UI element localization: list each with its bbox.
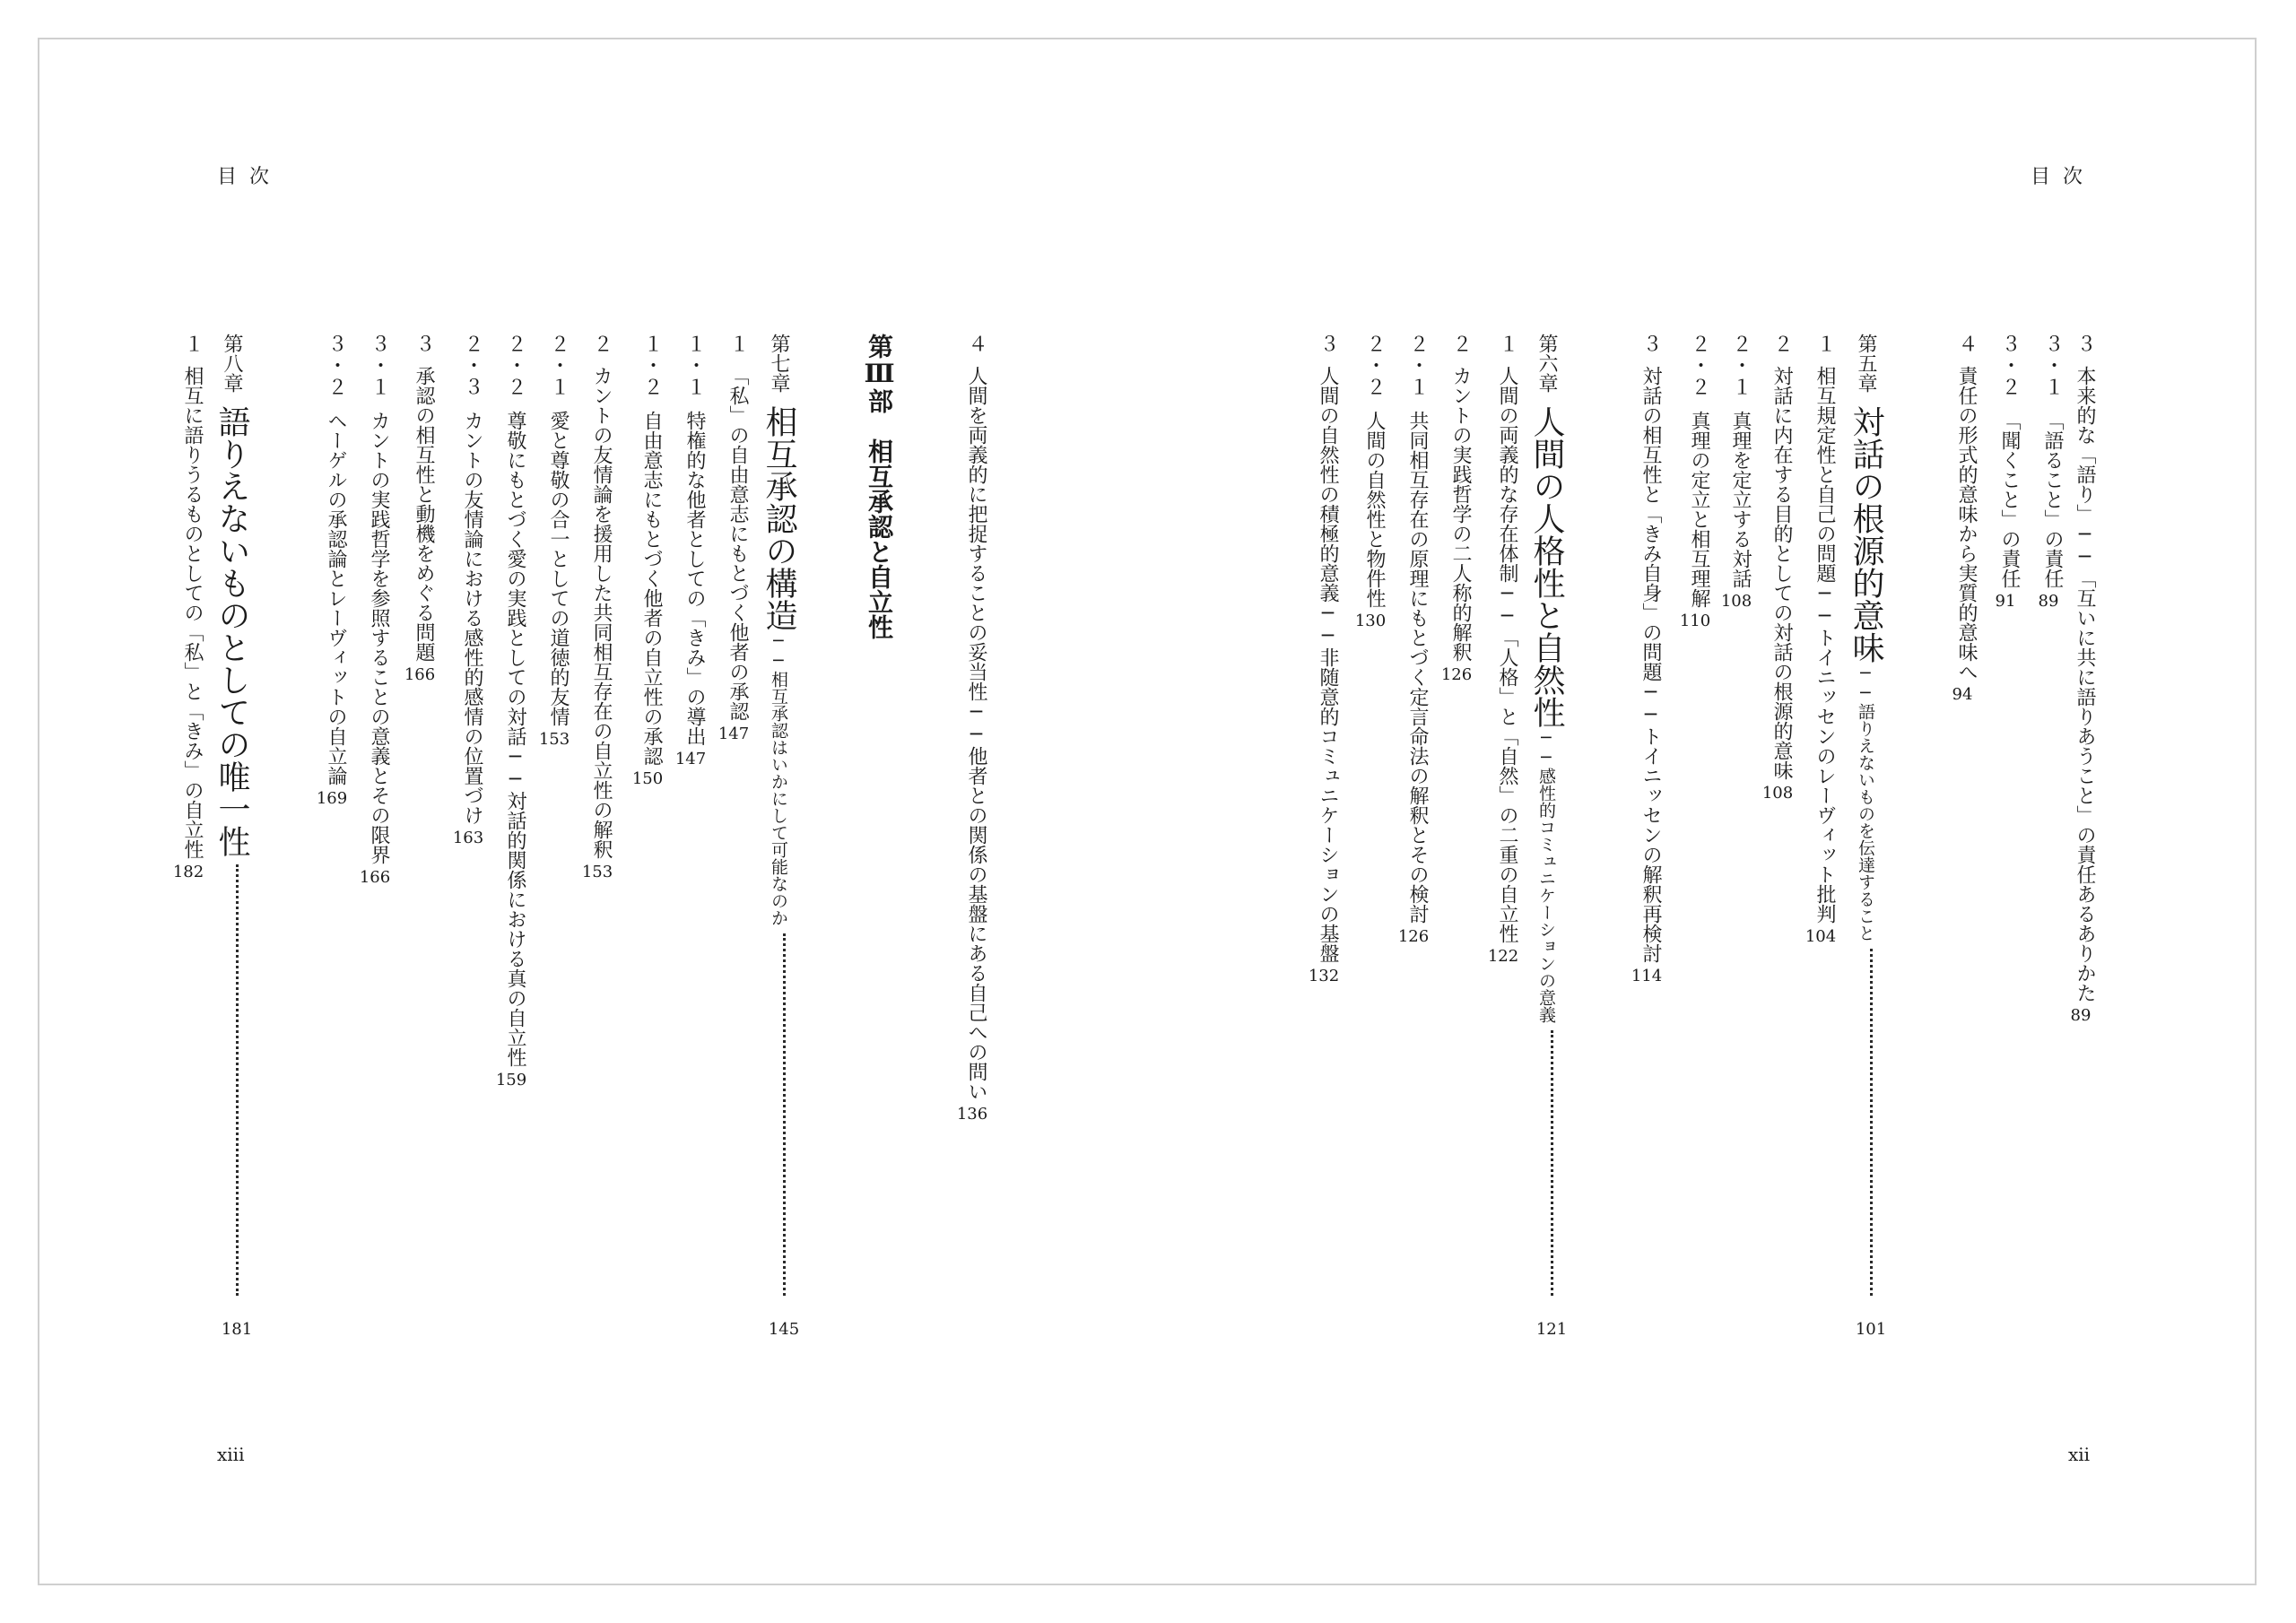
toc-entry-title: 真理を定立する対話 (1729, 411, 1752, 588)
toc-page-number: 126 (1397, 927, 1430, 946)
toc-entry-title: ヘーゲルの承認論とレーヴィットの自立論 (325, 411, 347, 785)
part-title: 第Ⅲ部 相互承認と自立性 (865, 334, 894, 639)
chapter-subtitle: ──語りえないものを伝達すること (1856, 664, 1875, 942)
toc-entry-title: 「語ること」の責任 (2041, 411, 2064, 588)
toc-entry-sub (630, 334, 665, 788)
toc-entry-title: 尊敬にもとづく愛の実践としての対話──対話的関係における真の自立性 (504, 411, 526, 1067)
toc-entry-title: カントの実践哲学を参照することの意義とその限界 (368, 411, 390, 864)
toc-entry-number: ３ (1639, 334, 1662, 353)
toc-entry-number: １ (181, 334, 204, 353)
toc-page-number: 101 (1855, 1320, 1887, 1339)
toc-entry-number: ２・２ (504, 334, 526, 398)
toc-entry-number: ２・１ (1729, 334, 1752, 398)
toc-page-number: 182 (172, 863, 204, 881)
toc-entry-sub (1677, 334, 1713, 630)
toc-page-number: 108 (1761, 784, 1794, 803)
toc-entry-number: １・１ (683, 334, 706, 398)
toc-page-number: 136 (956, 1105, 988, 1124)
toc-page-number: 110 (1679, 612, 1711, 630)
toc-page-number: 163 (452, 829, 484, 847)
right-running-header: 目次 (2031, 166, 2096, 188)
toc-page-number: 153 (581, 863, 613, 881)
toc-entry-chapter (761, 334, 802, 1339)
toc-page-number: 94 (1952, 685, 1973, 704)
toc-entry-title: 承認の相互性と動機をめぐる問題 (413, 366, 435, 662)
left-running-header: 目次 (217, 166, 283, 188)
toc-page-number: 126 (1440, 665, 1473, 684)
toc-entry-title: 「私」の自由意志にもとづく他者の承認 (726, 366, 749, 721)
toc-entry-title: 相互に語りうるものとしての「私」と「きみ」の自立性 (181, 366, 204, 859)
toc-entry-title: 人間の両義的な存在体制──「人格」と「自然」の二重の自立性 (1496, 366, 1518, 943)
toc-page-number: 121 (1535, 1320, 1568, 1339)
toc-page-number: 104 (1805, 927, 1837, 946)
toc-entry-section (716, 334, 752, 743)
leader-dots (1870, 949, 1873, 1296)
toc-entry-number: １・２ (640, 334, 663, 398)
toc-page-number: 122 (1487, 947, 1519, 966)
toc-entry-title: 相互規定性と自己の問題──トイニッセンのレーヴィット批判 (1813, 366, 1836, 924)
toc-entry-title: カントの友情論における感性的感情の位置づけ (461, 411, 483, 825)
toc-entry-title: 対話の根源的意味 (1848, 405, 1884, 664)
toc-entry-number: ２・３ (461, 334, 483, 398)
toc-page-number: 181 (221, 1320, 253, 1339)
toc-entry-number: 第八章 (221, 334, 243, 393)
toc-entry-title: 人間の人格性と自然性 (1528, 405, 1565, 728)
leader-dots (236, 864, 239, 1296)
toc-page-number: 169 (316, 789, 348, 808)
toc-entry-number: ２ (590, 334, 613, 353)
toc-entry-sub (493, 334, 529, 1089)
left-folio: xiii (217, 1444, 245, 1465)
toc-entry-title: 人間の自然性と物件性 (1363, 411, 1386, 608)
toc-page-number: 89 (2038, 592, 2059, 611)
toc-entry-title: 語りえないものとしての唯一性 (213, 405, 250, 857)
toc-entry-section (170, 334, 206, 881)
toc-entry-sub (1987, 334, 2023, 611)
toc-entry-number: ２ (1770, 334, 1793, 353)
leader-dots (783, 933, 786, 1296)
toc-entry-title: 自由意志にもとづく他者の自立性の承認 (640, 411, 663, 766)
toc-entry-sub (314, 334, 350, 808)
chapter-subtitle: ──相互承認はいかにして可能なのか (769, 631, 788, 926)
toc-entry-chapter (213, 334, 255, 1339)
toc-entry-title: 愛と尊敬の合一としての道徳的友情 (547, 411, 570, 726)
toc-entry-title: 責任の形式的意味から実質的意味へ (1955, 366, 1978, 681)
toc-entry-title: 人間を両義的に把捉することの妥当性──他者との関係の基盤にある自己への問い (965, 366, 987, 1101)
toc-entry-number: ３・２ (325, 334, 347, 398)
toc-entry-section (1629, 334, 1665, 985)
toc-entry-number: １ (1496, 334, 1518, 353)
right-folio: xii (2068, 1444, 2091, 1465)
toc-entry-section (1306, 334, 1342, 985)
toc-entry-sub (2031, 334, 2066, 611)
toc-entry-title: 「聞くこと」の責任 (1998, 411, 2021, 588)
toc-entry-number: ３・１ (368, 334, 390, 398)
toc-entry-sub (450, 334, 486, 847)
toc-entry-number: ２・２ (1688, 334, 1710, 398)
toc-entry-part (861, 334, 897, 639)
toc-entry-title: 本来的な「語り」──「互いに共に語りあうこと」の責任あるありかた (2074, 366, 2096, 1002)
toc-page-number: 114 (1631, 967, 1663, 985)
toc-entry-section (1485, 334, 1521, 966)
toc-page-number: 159 (495, 1071, 527, 1089)
toc-page-number: 108 (1720, 592, 1752, 611)
toc-entry-section (1944, 334, 1980, 704)
toc-entry-number: ２ (1449, 334, 1472, 353)
toc-page-number: 145 (768, 1320, 800, 1339)
toc-entry-number: ３ (2074, 334, 2096, 353)
toc-entry-title: 共同相互存在の原理にもとづく定言命法の解釈とその検討 (1406, 411, 1429, 924)
toc-entry-sub (1396, 334, 1431, 946)
toc-page-number: 150 (631, 769, 664, 788)
toc-entry-sub (673, 334, 709, 768)
toc-entry-number: 第六章 (1535, 334, 1558, 393)
toc-entry-sub (357, 334, 393, 887)
toc-entry-section (2063, 334, 2099, 1025)
toc-entry-number: ２・２ (1363, 334, 1386, 398)
toc-entry-title: カントの実践哲学の二人称的解釈 (1449, 366, 1472, 662)
toc-page-number: 166 (359, 868, 391, 887)
toc-entry-section (954, 334, 990, 1124)
toc-entry-number: １ (1813, 334, 1836, 353)
toc-entry-title: 相互承認の構造 (761, 405, 797, 631)
toc-entry-number: ３・２ (1998, 334, 2021, 398)
toc-entry-sub (536, 334, 572, 749)
toc-entry-number: ２・１ (1406, 334, 1429, 398)
toc-entry-number: ２・１ (547, 334, 570, 398)
toc-entry-number: 第五章 (1855, 334, 1877, 393)
toc-page-number: 166 (404, 665, 436, 684)
toc-entry-title: カントの友情論を援用した共同相互存在の自立性の解釈 (590, 366, 613, 859)
toc-entry-section (579, 334, 615, 881)
toc-entry-title: 対話に内在する目的としての対話の根源的意味 (1770, 366, 1793, 780)
toc-page-number: 147 (718, 725, 750, 743)
leader-dots (1551, 1030, 1553, 1296)
toc-entry-section (1439, 334, 1474, 684)
toc-page-number: 91 (1995, 592, 2016, 611)
toc-page-number: 147 (674, 750, 707, 768)
toc-entry-number: 第七章 (768, 334, 790, 393)
toc-entry-number: ３・１ (2041, 334, 2064, 398)
toc-entry-number: ３ (413, 334, 435, 353)
toc-entry-chapter (1848, 334, 1889, 1339)
toc-entry-number: ４ (965, 334, 987, 353)
chapter-subtitle: ──感性的コミュニケーションの意義 (1536, 728, 1556, 1023)
toc-entry-number: ４ (1955, 334, 1978, 353)
toc-entry-section (402, 334, 438, 684)
toc-page-number: 89 (2070, 1006, 2092, 1025)
toc-entry-sub (1718, 334, 1754, 611)
toc-entry-sub (1352, 334, 1388, 630)
toc-entry-title: 特権的な他者としての「きみ」の導出 (683, 411, 706, 746)
toc-page-number: 132 (1308, 967, 1340, 985)
toc-entry-title: 人間の自然性の積極的意義──非随意的コミュニケーションの基盤 (1317, 366, 1339, 963)
toc-entry-section (1760, 334, 1796, 803)
toc-entry-number: ３ (1317, 334, 1339, 353)
toc-page-number: 130 (1354, 612, 1387, 630)
toc-entry-number: １ (726, 334, 749, 353)
toc-entry-title: 対話の相互性と「きみ自身」の問題──トイニッセンの解釈再検討 (1639, 366, 1662, 963)
toc-entry-section (1803, 334, 1839, 946)
toc-entry-title: 真理の定立と相互理解 (1688, 411, 1710, 608)
toc-entry-chapter (1528, 334, 1570, 1339)
toc-page-number: 153 (538, 730, 570, 749)
